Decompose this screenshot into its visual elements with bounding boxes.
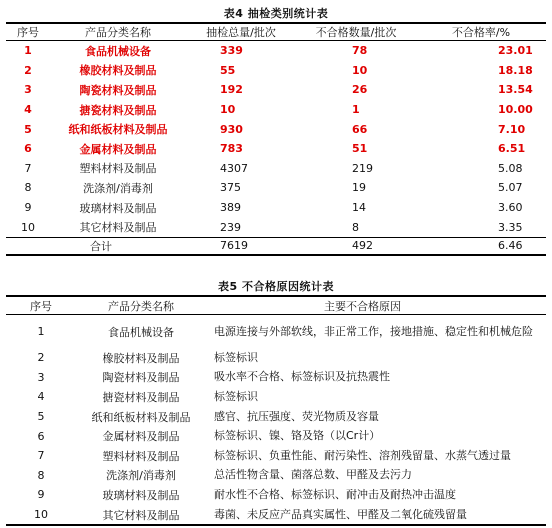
cell-name: 玻璃材料及制品 [79,201,157,215]
cell-seq: 3 [24,83,32,97]
cell-reason: 吸水率不合格、标签标识及抗热震性 [214,370,390,384]
cell-total: 930 [220,122,243,136]
cell-name: 搪瓷材料及制品 [102,390,180,404]
cell-total: 339 [220,44,243,58]
cell-fail: 8 [352,220,359,234]
cell-seq: 8 [24,181,32,195]
cell-total: 239 [220,220,241,234]
cell-name: 金属材料及制品 [79,142,157,156]
cell-rate: 3.35 [498,220,523,234]
cell-total: 783 [220,142,243,156]
table-row [6,80,546,100]
table-row [6,100,546,120]
cell-total: 55 [220,63,236,77]
cell-fail: 1 [352,103,360,117]
cell-seq: 7 [24,161,32,175]
table-row [6,505,546,526]
cell-reason: 电源连接与外部软线，非正常工作，接地措施、稳定性和机械危险 [214,324,533,338]
cell-seq: 6 [24,142,32,156]
cell-seq: 5 [24,122,32,136]
table-row [6,119,546,139]
cell-reason: 总活性物含量、菌落总数、甲醛及去污力 [214,468,412,482]
cell-name: 食品机械设备 [108,325,174,339]
table-row [6,41,546,61]
table-row [6,139,546,159]
table-row [6,466,546,486]
cell-name: 橡胶材料及制品 [102,351,180,365]
cell-name: 金属材料及制品 [102,430,180,444]
cell-name: 塑料材料及制品 [102,449,180,463]
cell-name: 洗涤剂/消毒剂 [83,181,153,195]
cell-seq: 2 [24,63,32,77]
table5-caption: 表5 不合格原因统计表 [218,280,334,293]
cell-name: 食品机械设备 [85,44,151,58]
cell-seq: 4 [37,390,45,404]
cell-fail: 219 [352,161,373,175]
cell-seq: 6 [37,429,45,443]
inspection-category-table [6,22,546,256]
cell-total: 389 [220,201,241,215]
cell-name: 橡胶材料及制品 [79,64,157,78]
cell-name: 其它材料及制品 [79,221,157,235]
cell-rate: 18.18 [498,63,533,77]
cell-rate: 13.54 [498,83,533,97]
cell-seq: 10 [21,220,35,234]
cell-fail: 10 [352,63,368,77]
header-name: 产品分类名称 [76,296,206,315]
table-row [6,387,546,407]
header-total: 抽检总量/批次 [186,23,296,41]
cell-fail: 51 [352,142,368,156]
table-row [6,485,546,505]
header-seq: 序号 [6,296,76,315]
cell-seq: 2 [37,351,45,365]
cell-seq: 4 [24,103,32,117]
cell-seq: 1 [24,44,32,58]
cell-name: 玻璃材料及制品 [102,488,180,502]
cell-fail: 19 [352,181,366,195]
header-fail: 不合格数量/批次 [296,23,416,41]
cell-total: 4307 [220,161,248,175]
header-reason: 主要不合格原因 [206,296,546,315]
cell-name: 洗涤剂/消毒剂 [106,469,176,483]
cell-reason: 耐水性不合格、标签标识、耐冲击及耐热冲击温度 [214,487,456,501]
table-row [6,407,546,427]
cell-reason: 标签标识 [214,389,258,403]
cell-seq: 7 [37,449,45,463]
total-fail: 492 [296,237,416,255]
cell-rate: 3.60 [498,201,523,215]
table-row [6,348,546,368]
cell-total: 10 [220,103,236,117]
total-label: 合计 [50,237,186,255]
cell-seq: 10 [6,505,76,526]
cell-name: 塑料材料及制品 [79,162,157,176]
table-row [6,446,546,466]
table-header-row [6,296,546,315]
cell-rate: 10.00 [498,103,533,117]
table-row [6,217,546,237]
cell-seq: 8 [37,468,45,482]
total-rate: 6.46 [416,237,546,255]
cell-reason: 标签标识、负重性能、耐污染性、溶剂残留量、水蒸气透过量 [214,448,511,462]
header-rate: 不合格率/% [416,23,546,41]
table-row [6,426,546,446]
table-total-row [6,237,546,255]
table-row [6,159,546,179]
cell-reason: 标签标识 [214,350,258,364]
cell-rate: 7.10 [498,122,526,136]
cell-rate: 5.07 [498,181,523,195]
header-seq: 序号 [6,23,50,41]
cell-seq: 5 [37,410,45,424]
cell-rate: 5.08 [498,161,523,175]
cell-name: 陶瓷材料及制品 [79,83,157,97]
header-name: 产品分类名称 [50,23,186,41]
cell-seq: 9 [24,201,32,215]
table-row [6,368,546,388]
cell-name: 纸和纸板材料及制品 [91,410,191,424]
cell-reason: 毒菌、未反应产品真实属性、甲醛及二氧化硫残留量 [206,505,546,526]
cell-reason: 感官、抗压强度、荧光物质及容量 [214,409,379,423]
cell-fail: 26 [352,83,368,97]
cell-reason: 标签标识、镍、铬及铬（以Cr计） [214,429,381,443]
cell-seq: 1 [37,325,45,338]
table-row [6,198,546,218]
cell-fail: 78 [352,44,368,58]
table-row [6,315,546,349]
failure-reason-table [6,295,546,526]
cell-name: 纸和纸板材料及制品 [68,123,168,137]
cell-fail: 14 [352,201,366,215]
table4-caption: 表4 抽检类别统计表 [223,7,329,20]
cell-fail: 66 [352,122,368,136]
cell-total: 192 [220,83,243,97]
cell-seq: 9 [37,488,45,502]
cell-name: 陶瓷材料及制品 [102,371,180,385]
table-row [6,178,546,198]
cell-total: 375 [220,181,241,195]
cell-rate: 23.01 [498,44,533,58]
cell-name: 搪瓷材料及制品 [79,103,157,117]
table-header-row [6,23,546,41]
table-row [6,61,546,81]
cell-rate: 6.51 [498,142,526,156]
total-empty [6,237,50,255]
total-total: 7619 [186,237,296,255]
cell-seq: 3 [37,370,45,384]
cell-name: 其它材料及制品 [76,505,206,526]
